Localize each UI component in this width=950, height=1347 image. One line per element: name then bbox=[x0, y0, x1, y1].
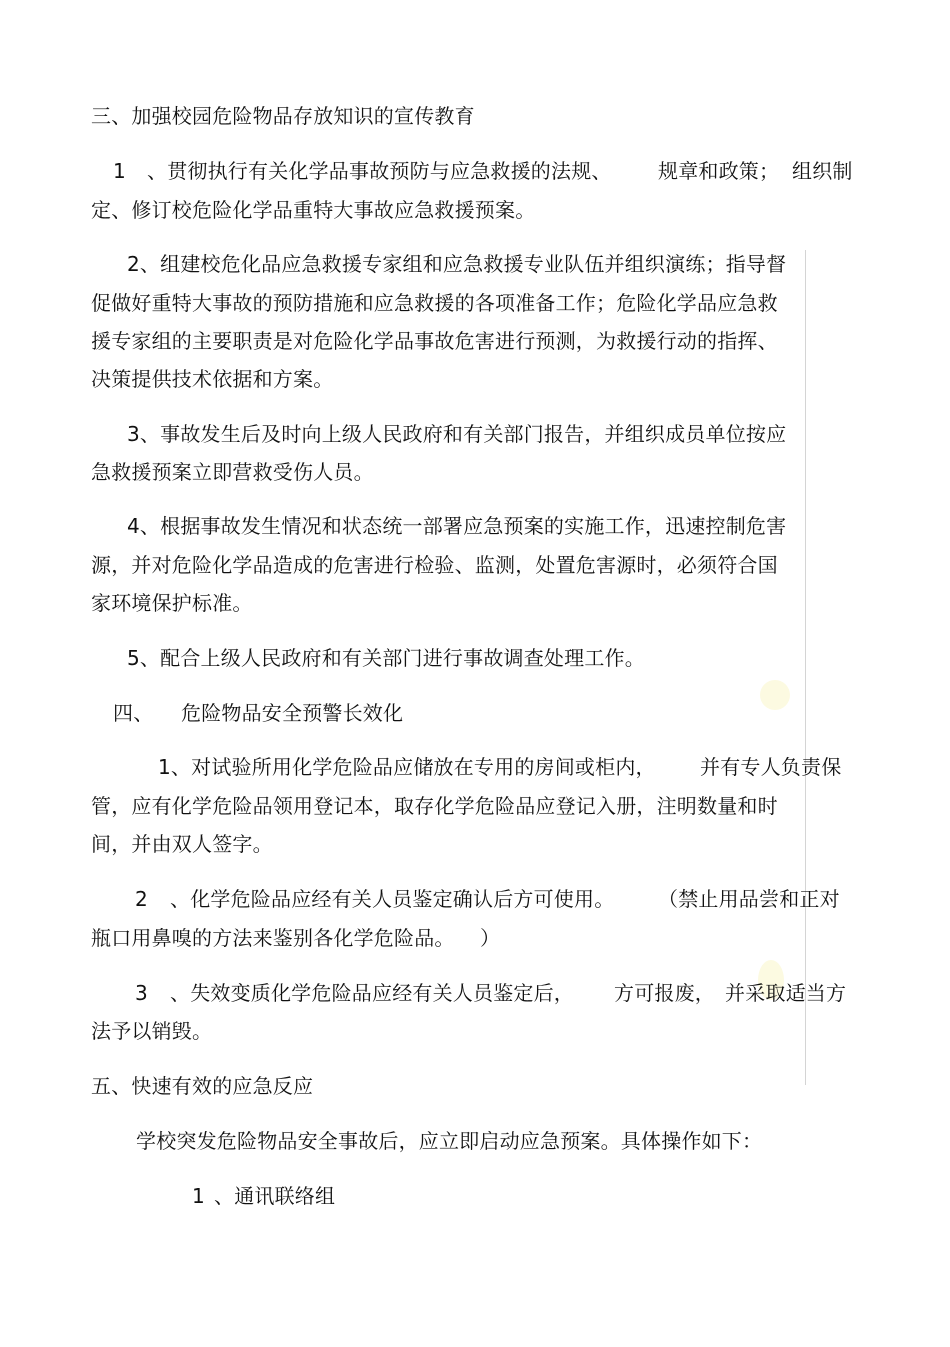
s3-item2-line3: 援专家组的主要职责是对危险化学品事故危害进行预测，为救援行动的指挥、 bbox=[91, 329, 778, 353]
section-4-heading-text: 危险物品安全预警长效化 bbox=[181, 701, 404, 725]
s3-item1-line1: 、贯彻执行有关化学品事故预防与应急救援的法规、 bbox=[147, 159, 612, 183]
s4-item1-line3: 间，并由双人签字。 bbox=[91, 832, 273, 856]
section-5-heading: 五、快速有效的应急反应 bbox=[91, 1074, 314, 1098]
s3-item1-num: 1 bbox=[113, 159, 126, 183]
s4-item2-line1: 、化学危险品应经有关人员鉴定确认后方可使用。 bbox=[170, 887, 615, 911]
s3-item3-line1: 3、事故发生后及时向上级人民政府和有关部门报告，并组织成员单位按应 bbox=[127, 422, 787, 446]
s5-intro: 学校突发危险物品安全事故后，应立即启动应急预案。具体操作如下： bbox=[136, 1129, 763, 1153]
page-edge-rule bbox=[805, 250, 806, 1085]
s4-item3-line1b: 方可报废， bbox=[614, 981, 715, 1005]
scan-artifact bbox=[760, 680, 790, 710]
section-3-heading: 三、加强校园危险物品存放知识的宣传教育 bbox=[91, 104, 475, 128]
s4-item2-line2: 瓶口用鼻嗅的方法来鉴别各化学危险品。 bbox=[91, 926, 455, 950]
s4-item3-line1: 、失效变质化学危险品应经有关人员鉴定后， bbox=[170, 981, 574, 1005]
s4-item3-line2: 法予以销毁。 bbox=[91, 1019, 213, 1043]
s4-item1-line1: 1、对试验所用化学危险品应储放在专用的房间或柜内， bbox=[158, 755, 656, 779]
s3-item1-line1c: 组织制 bbox=[792, 159, 853, 183]
s3-item5-line1: 5、配合上级人民政府和有关部门进行事故调查处理工作。 bbox=[127, 646, 645, 670]
s4-item1-line2: 管，应有化学危险品领用登记本，取存化学危险品应登记入册，注明数量和时 bbox=[91, 794, 778, 818]
s3-item2-line4: 决策提供技术依据和方案。 bbox=[91, 367, 334, 391]
s3-item4-line2: 源，并对危险化学品造成的危害进行检验、监测，处置危害源时，必须符合国 bbox=[91, 553, 778, 577]
s3-item4-line1: 4、根据事故发生情况和状态统一部署应急预案的实施工作，迅速控制危害 bbox=[127, 514, 787, 538]
s4-item2-line1b: （禁止用品尝和正对 bbox=[658, 887, 840, 911]
s5-sub1-text: 、通讯联络组 bbox=[214, 1184, 336, 1208]
s4-item1-line1b: 并有专人负责保 bbox=[700, 755, 842, 779]
s3-item3-line2: 急救援预案立即营救受伤人员。 bbox=[91, 460, 374, 484]
s3-item1-line2: 定、修订校危险化学品重特大事故应急救援预案。 bbox=[91, 198, 536, 222]
s4-item2-line2b: ） bbox=[480, 926, 501, 950]
s3-item2-line2: 促做好重特大事故的预防措施和应急救援的各项准备工作；危险化学品应急救 bbox=[91, 291, 778, 315]
s3-item1-line1b: 规章和政策； bbox=[658, 159, 780, 183]
section-4-heading-num: 四、 bbox=[113, 701, 154, 725]
s4-item3-line1c: 并采取适当方 bbox=[725, 981, 847, 1005]
s4-item3-num: 3 bbox=[135, 981, 148, 1005]
s3-item2-line1: 2、组建校危化品应急救援专家组和应急救援专业队伍并组织演练；指导督 bbox=[127, 252, 787, 276]
s5-sub1-num: 1 bbox=[192, 1184, 205, 1208]
s4-item2-num: 2 bbox=[135, 887, 148, 911]
s3-item4-line3: 家环境保护标准。 bbox=[91, 591, 253, 615]
